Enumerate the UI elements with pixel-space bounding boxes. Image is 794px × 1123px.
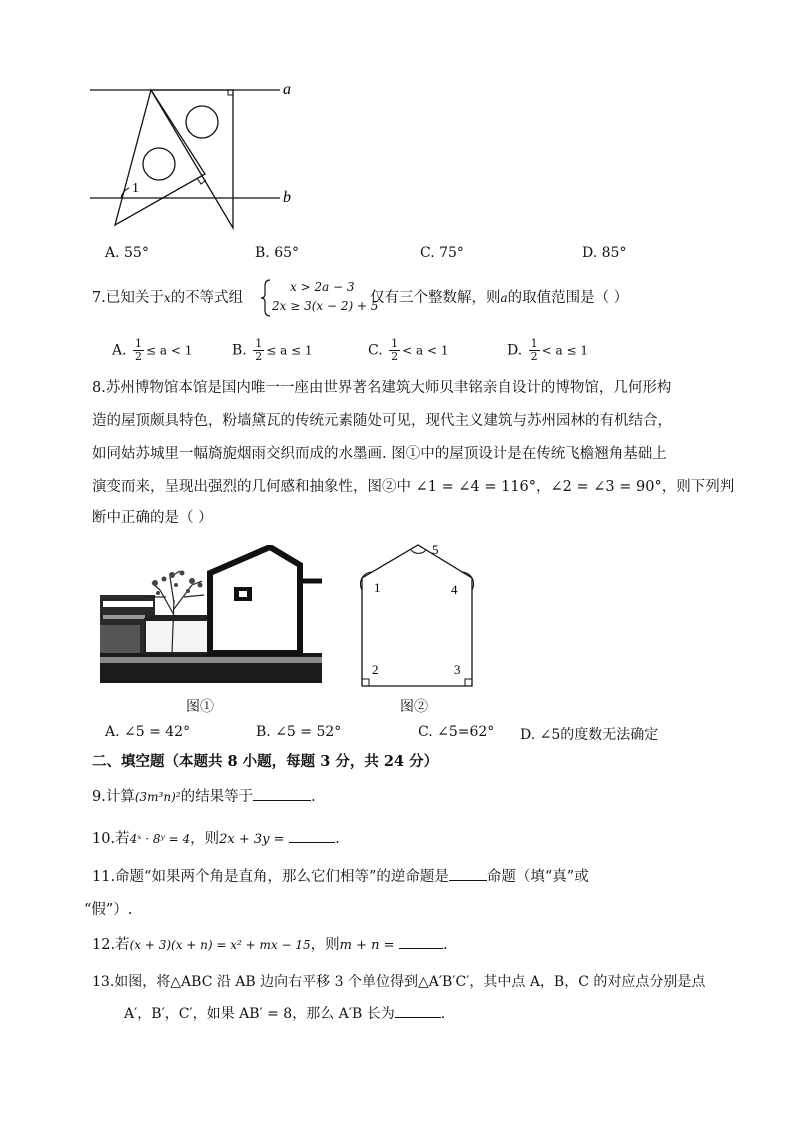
q10-answer-blank[interactable] — [289, 842, 335, 843]
fig1-caption: 图① — [186, 699, 214, 715]
q8-option-a[interactable]: A. ∠5 = 42° — [105, 724, 191, 740]
line-a-label: a — [283, 81, 291, 98]
pentagon-figure — [350, 540, 480, 692]
q11-answer-blank[interactable] — [449, 880, 487, 881]
q11-line-2: “假”）. — [84, 902, 133, 918]
q7-option-d[interactable]: D. $\frac{1}{2}$ < a ≤ 1 — [507, 337, 588, 363]
angle-3-label: 3 — [454, 662, 461, 677]
q13-answer-blank[interactable] — [395, 1017, 441, 1018]
q8-option-b[interactable]: B. ∠5 = 52° — [256, 724, 342, 740]
q8-line-3: 如同姑苏城里一幅旖旎烟雨交织而成的水墨画. 图①中的屋顶设计是在传统飞檐翘角基础上 — [92, 446, 667, 462]
q8-line-1: 8.苏州博物馆本馆是国内唯一一座由世界著名建筑大师贝聿铭亲自设计的博物馆，几何形构 — [92, 380, 672, 396]
q6-option-c[interactable]: C. 75° — [420, 245, 464, 261]
q11-line-1: 11.命题“如果两个角是直角，那么它们相等”的逆命题是 命题（填“真”或 — [92, 869, 589, 885]
angle-1-label: 1 — [132, 181, 139, 196]
q13-line-2: A′，B′，C′，如果 AB′ = 8，那么 A′B 长为 . — [124, 1006, 446, 1022]
q7-option-a[interactable]: A. $\frac{1}{2}$ ≤ a < 1 — [112, 337, 193, 363]
fraction-half: $\frac{1}{2}$ — [530, 337, 538, 363]
q8-line-2: 造的屋顶颇具特色，粉墙黛瓦的传统元素随处可见，现代主义建筑与苏州园林的有机结合， — [92, 413, 672, 429]
q8-line-5: 断中正确的是（ ） — [92, 510, 213, 526]
ruler-hole-top — [186, 106, 218, 138]
q6-option-d[interactable]: D. 85° — [582, 245, 627, 261]
q7-stem-end: 仅有三个整数解，则a的取值范围是（ ） — [370, 290, 629, 306]
angle-2-label: 2 — [372, 662, 379, 677]
q8-option-c[interactable]: C. ∠5=62° — [418, 724, 495, 740]
fraction-half: $\frac{1}{2}$ — [135, 337, 143, 363]
triangle-ruler-right — [151, 90, 233, 228]
q12: 12.若(x + 3)(x + n) = x² + mx − 15，则m + n = . — [92, 937, 448, 953]
inequality-line-1: x > 2a − 3 — [290, 280, 355, 294]
q9-answer-blank[interactable] — [253, 800, 311, 801]
museum-photo — [100, 545, 322, 683]
right-angle-mark-mid — [197, 178, 206, 184]
fig2-caption: 图② — [400, 699, 428, 715]
q10: 10.若4ˣ · 8ʸ = 4，则2x + 3y = . — [92, 831, 340, 847]
q8-option-d[interactable]: D. ∠5的度数无法确定 — [520, 727, 659, 743]
q13-line-1: 13.如图，将△ABC 沿 AB 边向右平移 3 个单位得到△A′B′C′，其中点 A，B，C 的对应点分别是点 — [92, 974, 706, 990]
parallel-lines-triangle-figure — [85, 78, 315, 233]
q6-option-b[interactable]: B. 65° — [255, 245, 300, 261]
q9: 9.计算(3m³n)²的结果等于 . — [92, 789, 316, 805]
section-2-title: 二、填空题（本题共 8 小题，每题 3 分，共 24 分） — [92, 753, 439, 770]
ruler-hole-bottom — [143, 148, 175, 180]
fraction-half: $\frac{1}{2}$ — [255, 337, 263, 363]
q6-option-a[interactable]: A. 55° — [105, 245, 149, 261]
inequality-line-2: 2x ≥ 3(x − 2) + 5 — [272, 299, 379, 313]
right-angle-mark-top — [228, 90, 233, 95]
q7-option-b[interactable]: B. $\frac{1}{2}$ ≤ a ≤ 1 — [232, 337, 313, 363]
fraction-half: $\frac{1}{2}$ — [391, 337, 399, 363]
angle-5-label: 5 — [432, 542, 439, 557]
line-b-label: b — [283, 189, 291, 206]
angle-1-label: 1 — [374, 580, 381, 595]
inequality-system-brace — [260, 278, 272, 318]
q12-answer-blank[interactable] — [399, 948, 443, 949]
q7-stem: 7.已知关于x的不等式组 — [92, 290, 244, 306]
angle-4-label: 4 — [451, 582, 458, 597]
q7-option-c[interactable]: C. $\frac{1}{2}$ < a < 1 — [368, 337, 449, 363]
q8-line-4: 演变而来，呈现出强烈的几何感和抽象性，图②中 ∠1 = ∠4 = 116°，∠2 = ∠3 = 90°，则下列判 — [92, 479, 735, 495]
